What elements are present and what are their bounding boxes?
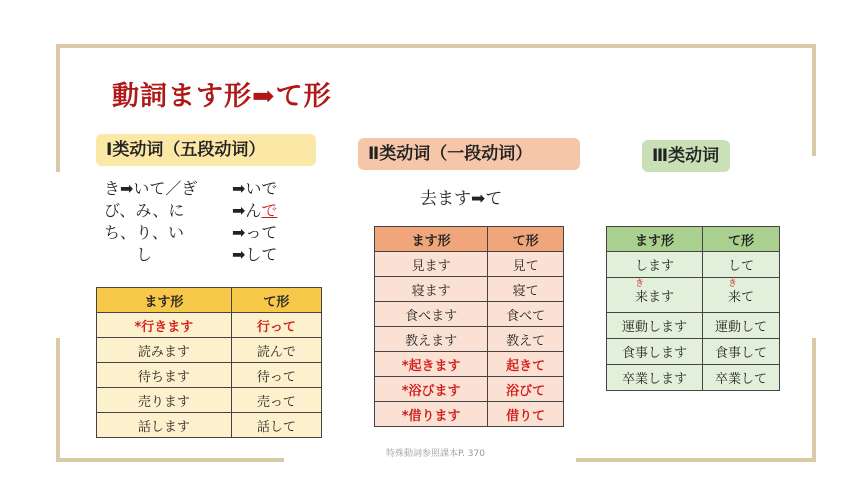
cell-masu: 待ちます (97, 363, 232, 388)
table-row (97, 363, 322, 388)
rule-row (104, 244, 277, 266)
rule-right: ➡いで (232, 179, 278, 198)
rule-right-highlight: で (261, 201, 278, 220)
table-row (375, 277, 564, 302)
cell-masu: 食事します (607, 339, 703, 365)
table-row (97, 338, 322, 363)
cell-masu: *借ります (375, 402, 488, 427)
rule-left: ち、り、い (104, 223, 185, 242)
header-te: て形 (231, 288, 321, 313)
frame-left-border (56, 44, 60, 172)
rule-row (104, 178, 277, 200)
table-row (607, 365, 780, 391)
rule-right: ➡ん (232, 201, 262, 220)
cell-masu: 話します (97, 413, 232, 438)
group2-rule: 去ます➡て (420, 189, 503, 209)
group3-heading: Ⅲ类动词 (642, 140, 730, 172)
ruby-reading: き (727, 278, 737, 289)
cell-masu: 見ます (375, 252, 488, 277)
header-masu: ます形 (97, 288, 232, 313)
ruby-word (727, 278, 754, 305)
cell-masu: 読みます (97, 338, 232, 363)
cell-masu: 売ります (97, 388, 232, 413)
cell-te: 売って (231, 388, 321, 413)
table-row (607, 313, 780, 339)
group2-heading: Ⅱ类动词（一段动词） (358, 138, 580, 170)
group1-heading: Ⅰ类动词（五段动词） (96, 134, 316, 166)
frame-left-border-lower (56, 338, 60, 462)
cell-te: 起きて (488, 352, 564, 377)
frame-bottom-border-right (576, 458, 816, 462)
ruby-word (634, 278, 674, 305)
rule-row (104, 200, 277, 222)
cell-te: 卒業して (702, 365, 779, 391)
header-masu: ます形 (607, 227, 703, 252)
cell-masu: 卒業します (607, 365, 703, 391)
cell-masu: します (607, 252, 703, 278)
cell-te-text: 来て (727, 289, 754, 305)
group1-rules (104, 178, 277, 266)
rule-left: び、み、に (104, 201, 185, 220)
footer-note: 特殊動詞参照課本P. 370 (386, 449, 485, 459)
rule-row (104, 222, 277, 244)
frame-right-border (812, 44, 816, 156)
table-row (97, 413, 322, 438)
header-te: て形 (488, 227, 564, 252)
table-header-row (375, 227, 564, 252)
cell-te: 浴びて (488, 377, 564, 402)
rule-right: ➡して (232, 245, 278, 264)
cell-te: 行って (231, 313, 321, 338)
rule-left: し (104, 245, 153, 264)
rule-left: き➡いて／ぎ (104, 179, 198, 198)
cell-te: 教えて (488, 327, 564, 352)
header-masu: ます形 (375, 227, 488, 252)
cell-masu (607, 278, 703, 313)
table-row (375, 302, 564, 327)
group1-table (96, 287, 322, 438)
group3-table (606, 226, 780, 391)
cell-te: して (702, 252, 779, 278)
cell-masu: *起きます (375, 352, 488, 377)
table-row (375, 327, 564, 352)
cell-masu-text: 来ます (634, 289, 674, 305)
cell-te: 寝て (488, 277, 564, 302)
cell-te: 食事して (702, 339, 779, 365)
page-title: 動詞ます形➡て形 (112, 81, 332, 112)
cell-masu: 教えます (375, 327, 488, 352)
cell-masu: 寝ます (375, 277, 488, 302)
table-row (607, 278, 780, 313)
cell-te: 話して (231, 413, 321, 438)
cell-te: 待って (231, 363, 321, 388)
cell-te: 見て (488, 252, 564, 277)
table-row (97, 388, 322, 413)
table-row (607, 339, 780, 365)
table-row (97, 313, 322, 338)
cell-masu: 運動します (607, 313, 703, 339)
cell-te: 運動して (702, 313, 779, 339)
table-row (607, 252, 780, 278)
cell-te (702, 278, 779, 313)
group2-table (374, 226, 564, 427)
cell-masu: *浴びます (375, 377, 488, 402)
table-header-row (97, 288, 322, 313)
cell-te: 食べて (488, 302, 564, 327)
frame-bottom-border (56, 458, 284, 462)
frame-right-border-lower (812, 338, 816, 462)
table-row (375, 402, 564, 427)
table-row (375, 377, 564, 402)
table-header-row (607, 227, 780, 252)
cell-masu: *行きます (97, 313, 232, 338)
cell-te: 読んで (231, 338, 321, 363)
table-row (375, 352, 564, 377)
rule-right: ➡って (232, 223, 278, 242)
ruby-reading: き (634, 278, 644, 289)
frame-top-border (56, 44, 816, 48)
table-row (375, 252, 564, 277)
cell-te: 借りて (488, 402, 564, 427)
cell-masu: 食べます (375, 302, 488, 327)
header-te: て形 (702, 227, 779, 252)
